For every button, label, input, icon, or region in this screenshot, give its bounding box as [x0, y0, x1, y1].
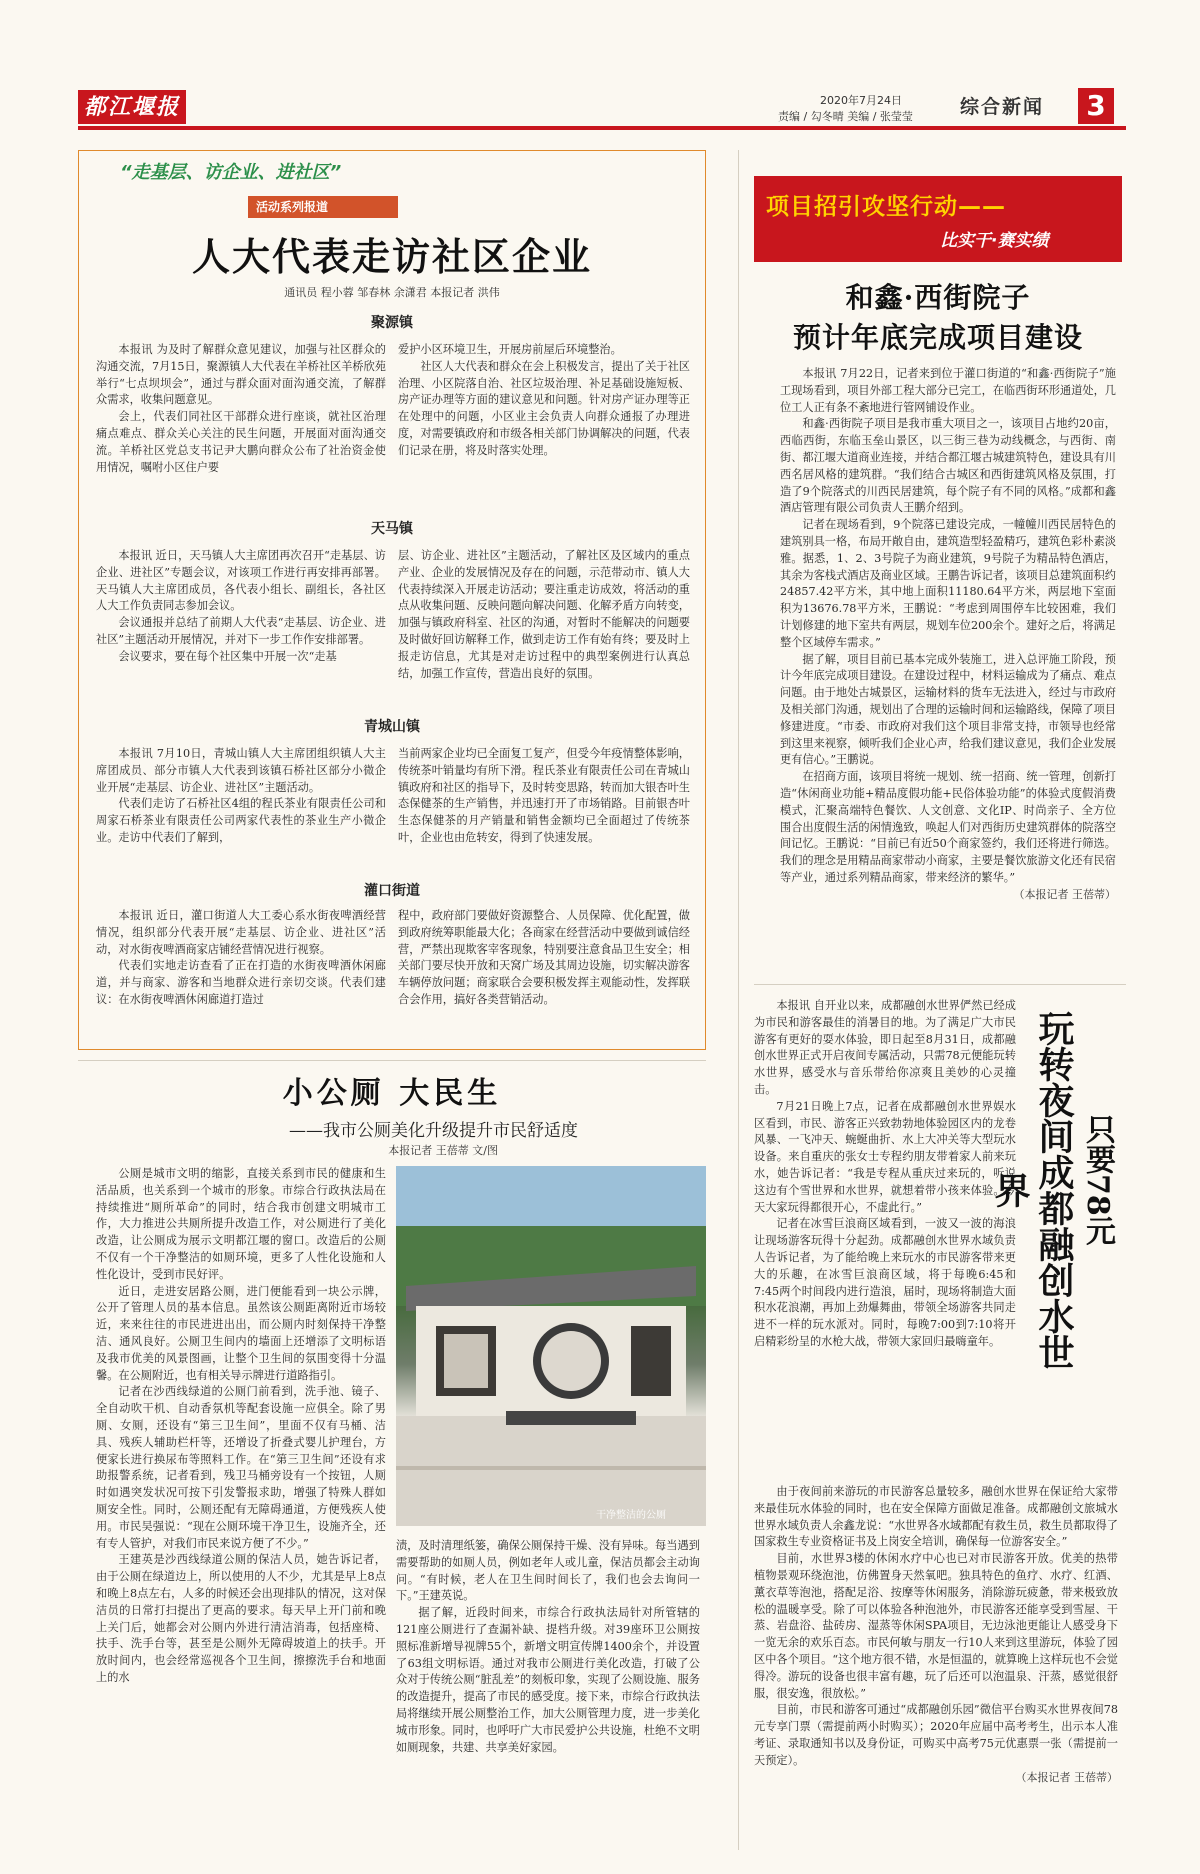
- text-tianma-col2: [398, 548, 690, 682]
- paragraph: 本报讯 7月10日，青城山镇人大主席团组织镇人大主席团成员、部分市镇人大代表到该镇石桥社区部分小微企业开展“走基层、访企业、进社区”主题活动。: [96, 747, 386, 794]
- paragraph: 爱护小区环境卫生，开展房前屋后环境整治。: [398, 343, 622, 356]
- paragraph: 代表们实地走访查看了正在打造的水街夜啤酒休闲廊道，并与商家、游客和当地群众进行亲切交谈。代表们建议：在水街夜啤酒休闲廊道打造过: [96, 959, 386, 1006]
- banner-slogan: 比实干·赛实绩: [940, 231, 1049, 251]
- paragraph: 会议要求，要在每个社区集中开展一次“走基: [118, 649, 337, 663]
- issue-date: 2020年7月24日: [820, 94, 902, 107]
- text-juyuan-col1: [96, 342, 386, 476]
- text-xijie: [780, 366, 1116, 904]
- headline-xijie-line1: 和鑫·西街院子: [845, 281, 1031, 314]
- masthead-logo: 都江堰报: [78, 90, 186, 124]
- headline-waterpark: 玩转夜间成都融创水世界: [989, 1010, 1075, 1370]
- credit-waterpark: （本报记者 王蓓蒂）: [1015, 1770, 1118, 1784]
- text-toilet-col2: [396, 1538, 700, 1756]
- paragraph: 本报讯 7月22日，记者来到位于灌口街道的“和鑫·西街院子”施工现场看到，项目外部工程大部分已完工，在临西街环形通道处，几位工人正有条不紊地进行管网铺设作业。: [780, 367, 1116, 414]
- subhead-guankou: 灌口街道: [364, 883, 420, 899]
- paragraph: 代表们走访了石桥社区4组的程氏茶业有限责任公司和周家石桥茶业有限责任公司两家代表性的茶业生产小微企业。走访中代表们了解到，: [96, 797, 386, 844]
- paragraph: 据了解，近段时间来，市综合行政执法局针对所管辖的121座公厕进行了查漏补缺、提档升级。对39座环卫公厕按照标准新增导视牌55个，新增文明宣传牌1400余个，并设置了63组文明标语。通过对我市公厕进行美化改造，打破了公众对于传统公厕“脏乱差”的刻板印象，实现了公厕设施、服务的改造提升，提高了市民的感受度。接下来，市综合行政执法局将继续开展公厕整治工作，加大公厕管理力度，进一步美化城市形象。同时，也呼吁广大市民爱护公共设施，杜绝不文明如厕现象，共建、共享美好家园。: [396, 1606, 700, 1754]
- header-rule: [78, 126, 1126, 130]
- text-guankou-col1: [96, 908, 386, 1009]
- text-toilet-col1: [96, 1166, 386, 1687]
- paragraph: 目前，市民和游客可通过“成都融创乐园”微信平台购买水世界夜间78元专享门票（需提前两小时购买）；2020年应届中高考考生，出示本人准考证、录取通知书以及身份证，可购买中高考75元优惠票一张（需提前一天预定）。: [754, 1703, 1118, 1767]
- paragraph: 程中，政府部门要做好资源整合、人员保障、优化配置，做到政府统筹职能最大化；各商家在经营活动中要做到诚信经营，严禁出现欺客宰客现象，特别要注意食品卫生安全；相关部门要尽快开放和天窝广场及其周边设施，切实解决游客车辆停放问题；商家联合会要积极发挥主观能动性，发挥联合会作用，搞好各类营销活动。: [398, 909, 690, 1006]
- paragraph: 和鑫·西街院子项目是我市重大项目之一，该项目占地约20亩，西临西街，东临玉垒山景区，以三街三巷为动线概念，与西街、南街、都江堰大道商业连接，并结合都江堰古城建筑特色，建设具有川西名居风格的建筑群。“我们结合古城区和西街建筑风格及氛围，打造了9个院落式的川西民居建筑，每个院子有不同的风格。”成都和鑫酒店管理有限公司负责人王鹏介绍到。: [780, 417, 1116, 515]
- paragraph: 近日，走进安居路公厕，进门便能看到一块公示牌，公开了管理人员的基本信息。虽然该公厕距离附近市场较近，来来往往的市民进进出出，而公厕内时刻保持干净整洁、通风良好。公厕卫生间内的墙面上还增添了文明标语及我市优美的风景图画，让整个卫生间的氛围变得十分温馨。在公厕附近，也有相关导示牌进行道路指引。: [96, 1284, 386, 1382]
- photo-public-toilet: [396, 1166, 706, 1526]
- subhead-tianma: 天马镇: [371, 521, 413, 537]
- headline-toilet: 小公厕 大民生: [282, 1076, 502, 1111]
- section-name: 综合新闻: [960, 96, 1045, 118]
- subhead-juyuan: 聚源镇: [371, 315, 413, 331]
- byline-toilet: 本报记者 王蓓蒂 文/图: [388, 1144, 498, 1157]
- paragraph: 据了解，项目目前已基本完成外装施工，进入总评施工阶段，预计今年底完成项目建设。在建设过程中，材料运输成为了痛点、难点问题。由于地处古城景区，运输材料的货车无法进入，经过与市政府及相关部门沟通，规划出了合理的运输时间和运输路线，保障了项目修建进度。“市委、市政府对我们这个项目非常支持，市领导也经常到这里来视察，倾听我们企业心声，给我们建议意见，我们企业发展更有信心。”王鹏说。: [780, 652, 1116, 767]
- text-waterpark-body: [754, 1484, 1118, 1786]
- subheadline-toilet: ——我市公厕美化升级提升市民舒适度: [289, 1121, 578, 1141]
- editors-line: 责编 / 勾冬晴 美编 / 张莹莹: [778, 110, 913, 123]
- paragraph: 本报讯 近日，灌口街道人大工委心系水街夜啤酒经营情况，组织部分代表开展“走基层、访企业、进社区”活动，对水街夜啤酒商家店铺经营情况进行视察。: [96, 909, 386, 956]
- paragraph: 7月21日晚上7点，记者在成都融创水世界娱水区看到，市民、游客正兴致勃勃地体验园区内的龙卷风暴、一飞冲天、蜿蜒曲折、水上大冲关等大型玩水设备。来自重庆的张女士专程约朋友带着家人前来玩水，她告诉记者：“我是专程从重庆过来玩的，听说这边有个雪世界和水世界，就想着带小孩来体验。今天大家玩得都很开心，不虚此行。”: [754, 1099, 1016, 1214]
- paragraph: 会上，代表们同社区干部群众进行座谈，就社区治理痛点难点、群众关心关注的民生问题，开展面对面沟通交流。羊桥社区党总支书记尹大鹏向群众公布了社治资金使用情况，嘱咐小区住户要: [96, 410, 386, 474]
- paragraph: 王建英是沙西线绿道公厕的保洁人员，她告诉记者，由于公厕在绿道边上，所以使用的人不少，尤其是早上8点和晚上8点左右，人多的时候还会出现排队的情况，这对保洁员的日常打扫提出了更高的要求。每天早上开门前和晚上关门后，她都会对公厕内外进行清洁消毒，包括座椅、扶手、洗手台等，甚至是公厕外无障碍坡道上的扶手。开放时间内，也会经常巡视各个卫生间，擦擦洗手台和地面上的水: [96, 1553, 386, 1684]
- paragraph: 当前两家企业均已全面复工复产，但受今年疫情整体影响，传统茶叶销量均有所下滑。程氏茶业有限责任公司在青城山镇政府和社区的指导下，及时转变思路，转而加大银杏叶生态保健茶的生产销售，并迅速打开了市场销路。目前银杏叶生态保健茶的月产销量和销售金额均已全面超过了传统茶叶，企业也由危转安，得到了快速发展。: [398, 747, 690, 844]
- paragraph: 记者在冰雪巨浪商区域看到，一波又一波的海浪让现场游客玩得十分起劲。成都融创水世界水域负责人告诉记者，为了能给晚上来玩水的市民游客带来更大的乐趣，在冰雪巨浪商区域，将于每晚6:45和7:45两个时间段内进行造浪，届时，现场将制造大面积水花浪潮，再加上劲爆舞曲，带领全场游客共同走进不一样的玩水派对。同时，每晚7:00到7:10将开启精彩纷呈的水枪大战，带领大家回归最嗨童年。: [754, 1217, 1016, 1348]
- text-juyuan-col2: [398, 342, 690, 460]
- story-divider: [754, 984, 1126, 985]
- paragraph: 层、访企业、进社区”主题活动，了解社区及区域内的重点产业、企业的发展情况及存在的问题，示范带动市、镇人大代表持续深入开展走访活动；要注重走访成效，将活动的重点从收集问题、反映问题向解决问题、化解矛盾方向转变，加强与镇政府科室、社区的沟通，对暂时不能解决的问题要及时做好回访解释工作，做到走访工作有始有终；要及时上报走访信息，尤其是对走访过程中的典型案例进行认真总结，加强工作宣传，营造出良好的氛围。: [398, 549, 690, 680]
- banner-title: 项目招引攻坚行动——: [766, 194, 1006, 220]
- text-qingchengshan-col2: [398, 746, 690, 847]
- text-tianma-col1: [96, 548, 386, 666]
- paragraph: 会议通报并总结了前期人大代表“走基层、访企业、进社区”主题活动开展情况，并对下一步工作作安排部署。: [96, 616, 386, 646]
- headline-waterpark-lead: 只要78元: [1080, 1114, 1115, 1246]
- paragraph: 由于夜间前来游玩的市民游客总量较多，融创水世界在保证给大家带来最佳玩水体验的同时，也在安全保障方面做足准备。成都融创文旅城水世界水域负责人余鑫龙说：“水世界各水域都配有救生员，救生员都取得了国家救生专业资格证书及上岗安全培训，确保每一位游客安全。”: [754, 1485, 1118, 1549]
- subhead-qingchengshan: 青城山镇: [364, 719, 420, 735]
- story-divider: [78, 1060, 706, 1061]
- headline-xijie-line2: 预计年底完成项目建设: [792, 321, 1083, 354]
- byline-visit: 通讯员 程小蓉 邹春林 余潇君 本报记者 洪伟: [284, 286, 500, 299]
- paragraph: 在招商方面，该项目将统一规划、统一招商、统一管理，创新打造“休闲商业功能+精品度假功能+民俗体验功能”的体验式度假消费模式，汇聚高端特色餐饮、人文创意、文化IP、时尚亲子、全方位围合出度假生活的闲情逸致，唤起人们对西街历史建筑群体的院落空间记忆。王鹏说：“目前已有近50个商家签约，我们还将进行筛选。我们的理念是用精品商家带动小商家，主要是餐饮旅游文化还有民宿等产业，通过系列精品商家，带来经济的繁华。”: [780, 770, 1116, 884]
- series-tag: 活动系列报道: [248, 196, 398, 218]
- page-number: 3: [1078, 88, 1114, 124]
- paragraph: 本报讯 为及时了解群众意见建议，加强与社区群众的沟通交流，7月15日，聚源镇人大代表在羊桥社区羊桥欣苑举行“七点坝坝会”，通过与群众面对面沟通交流，了解群众需求，收集问题意见。: [96, 343, 386, 407]
- headline-visit: 人大代表走访社区企业: [191, 234, 592, 279]
- paragraph: 公厕是城市文明的缩影，直接关系到市民的健康和生活品质，也关系到一个城市的形象。市综合行政执法局在持续推进“厕所革命”的同时，结合我市创建文明城市工作，大力推进公共厕所提升改造工作，对公厕进行了美化改造，让公厕成为展示文明都江堰的窗口。改造后的公厕不仅有一个干净整洁的如厕环境，更多了人性化设施和人性化设计，受到市民好评。: [96, 1167, 386, 1281]
- text-qingchengshan-col1: [96, 746, 386, 847]
- text-waterpark-intro: [754, 998, 1016, 1351]
- paragraph: 社区人大代表和群众在会上积极发言，提出了关于社区治理、小区院落自治、社区垃圾治理、补足基础设施短板、房产证办理等方面的建议意见和问题。针对房产证办理等正在处理中的问题，小区业主会负责人向群众通报了办理进度，对需要镇政府和市级各相关部门协调解决的问题，代表们记录在册，将及时落实处理。: [398, 359, 690, 457]
- column-divider: [738, 150, 739, 1850]
- paragraph: 记者在现场看到，9个院落已建设完成，一幢幢川西民居特色的建筑别具一格，布局开敞自由，建筑造型轻盈精巧，建筑色彩朴素淡雅。据悉，1、2、3号院子为商业建筑，9号院子为精品特色酒店，其余为客栈式酒店及商业区域。王鹏告诉记者，该项目总建筑面积约24857.42平方米，其中地上面积11180.64平方米，两层地下室面积为13676.78平方米，王鹏说：“考虑到周围停车比较困难，我们计划修建的地下室共有两层，规划车位200余个。建好之后，将满足整个区域停车需求。”: [780, 518, 1116, 649]
- paragraph: 本报讯 自开业以来，成都融创水世界俨然已经成为市民和游客最佳的消暑目的地。为了满足广大市民游客有更好的耍水体验，即日起至8月31日，成都融创水世界正式开启夜间专属活动，只需78元便能玩转水世界，感受水与音乐带给你凉爽且美妙的心灵撞击。: [754, 999, 1016, 1096]
- paragraph: 目前，水世界3楼的休闲水疗中心也已对市民游客开放。优美的热带植物景观环绕泡池，仿佛置身天然氧吧。独具特色的鱼疗、水疗、红酒、薰衣草等泡池，搭配足浴、按摩等休闲服务，消除游玩疲惫，带来极致放松的温暖享受。除了可以体验各种泡池外，市民游客还能享受到雪屋、干蒸、岩盘浴、盐砖房、湿蒸等休闲SPA项目，无边泳池更能让人感受身下一览无余的欢乐百态。市民何敏与朋友一行10人来到这里游玩，体验了园区中各个项目。“这个地方很不错，水是恒温的，就算晚上这样玩也不会觉得冷。游玩的设备也很丰富有趣，玩了后还可以泡温泉、汗蒸，感觉很舒服，很安逸，很放松。”: [754, 1552, 1118, 1700]
- photo-caption: 干净整洁的公厕: [596, 1510, 666, 1521]
- toilet-building-image: [396, 1166, 706, 1526]
- paragraph: 渍，及时清理纸篓，确保公厕保持干燥、没有异味。每当遇到需要帮助的如厕人员，例如老年人或儿童，保洁员都会主动询问。“有时候，老人在卫生间时间长了，我们也会去询问一下。”王建英说。: [396, 1539, 700, 1603]
- series-title: “走基层、访企业、进社区”: [120, 162, 342, 183]
- text-guankou-col2: [398, 908, 690, 1009]
- credit-xijie: （本报记者 王蓓蒂）: [1013, 887, 1116, 901]
- paragraph: 本报讯 近日，天马镇人大主席团再次召开“走基层、访企业、进社区”专题会议，对该项工作进行再安排再部署。天马镇人大主席团成员，各代表小组长、副组长，各社区人大工作负责同志参加会议。: [96, 549, 386, 613]
- paragraph: 记者在沙西线绿道的公厕门前看到，洗手池、镜子、全自动吹干机、自动香氛机等配套设施一应俱全。除了男厕、女厕，还设有“第三卫生间”，里面不仅有马桶、洁具、残疾人辅助栏杆等，还增设了折叠式婴儿护理台，方便家长进行换尿布等照料工作。在“第三卫生间”还设有求助报警系统，记者看到，残卫马桶旁设有一个按钮，人厕时如遇突发状况可按下引发警报求助，增强了特殊人群如厕安全性。同时，公厕还配有无障碍通道，方便残疾人使用。市民吴强说：“现在公厕环境干净卫生，设施齐全，还有专人管护，对我们市民来说方便了不少。”: [96, 1385, 386, 1550]
